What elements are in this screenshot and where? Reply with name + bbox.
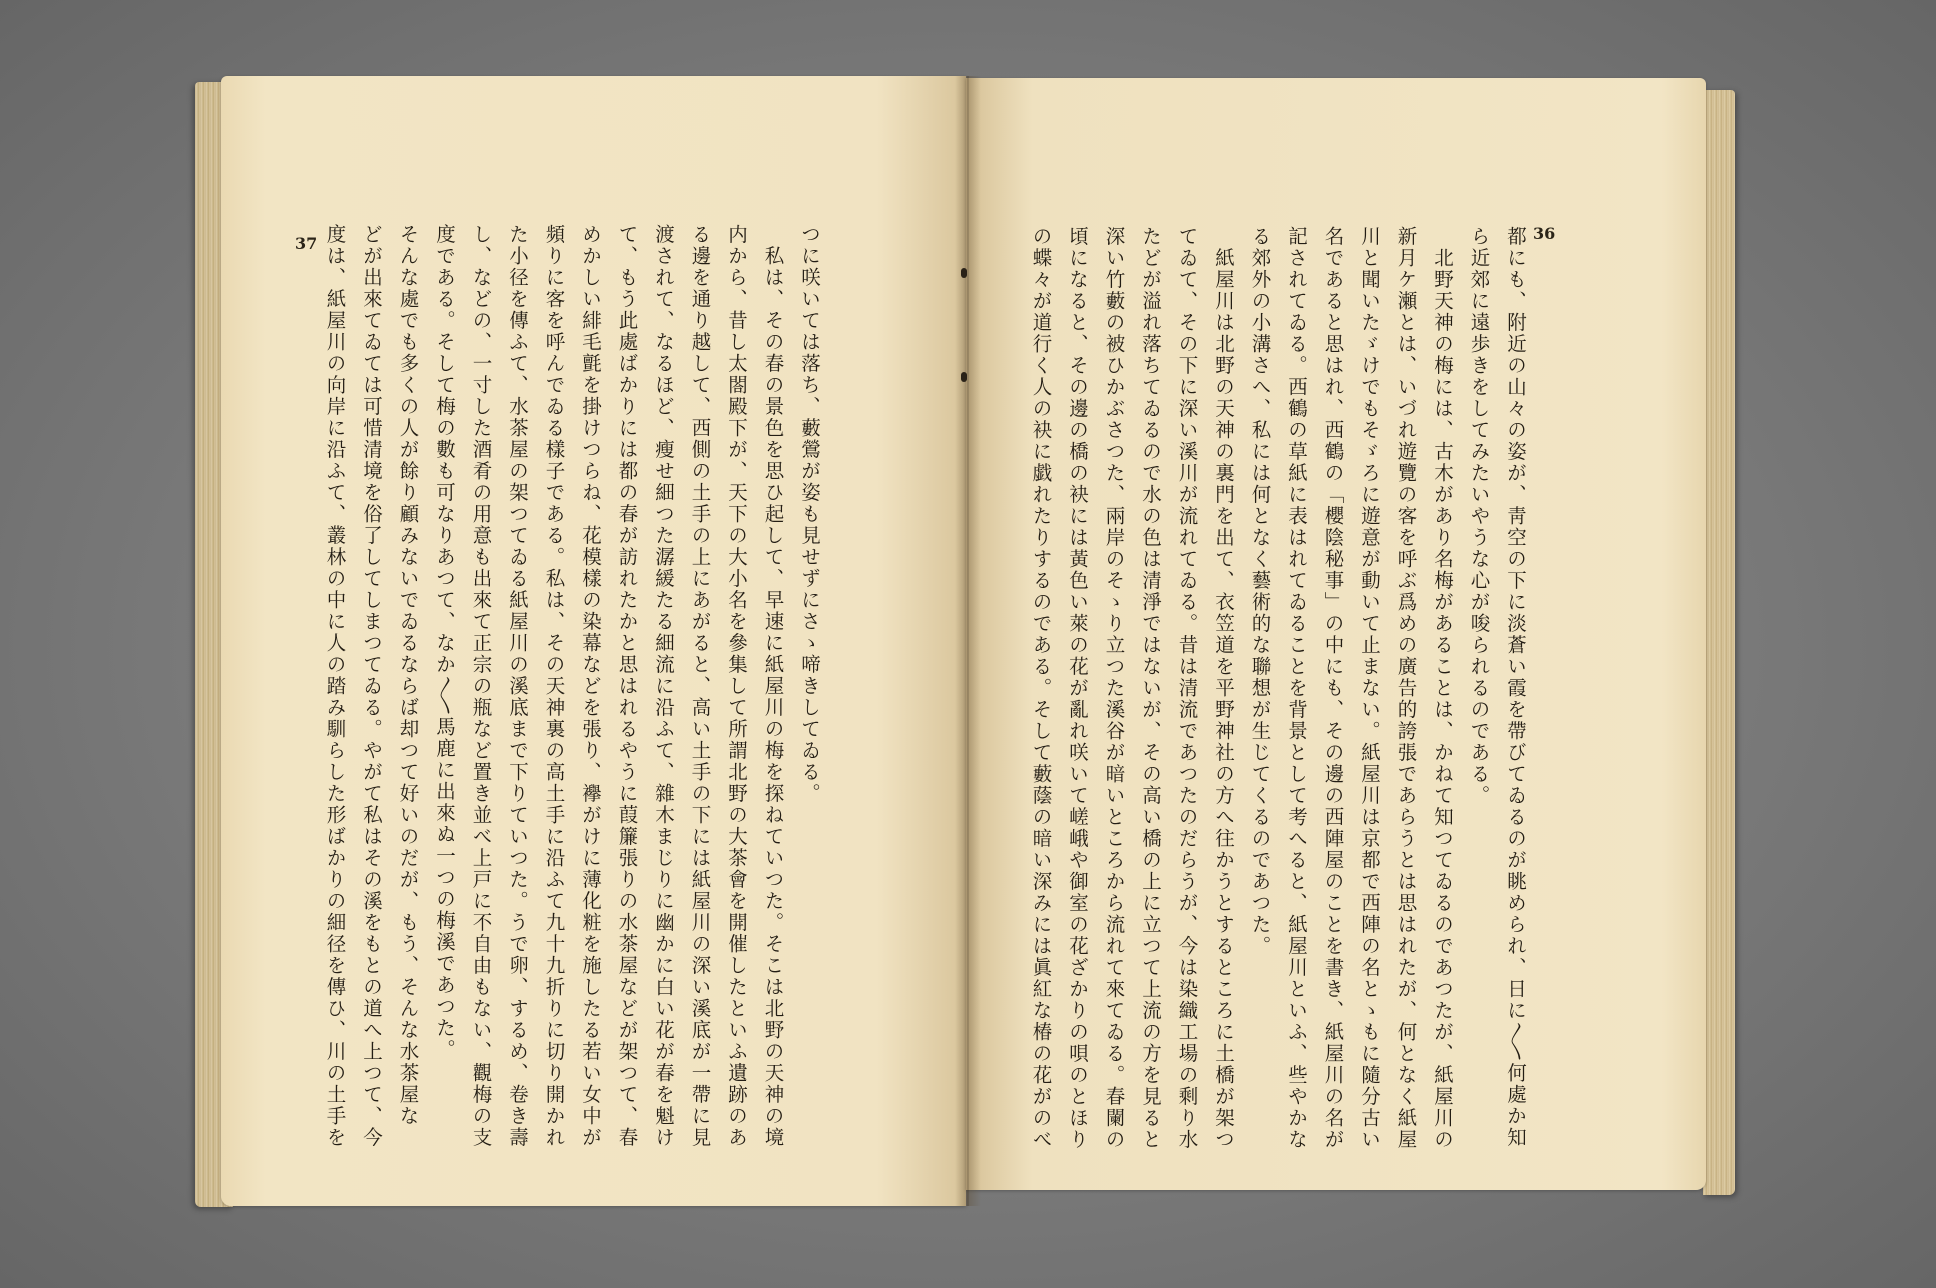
left-page-number: 37 <box>295 234 318 253</box>
left-page <box>221 76 966 1206</box>
book-gutter <box>955 76 981 1206</box>
right-page <box>966 78 1706 1190</box>
open-book <box>195 72 1735 1222</box>
right-page-edges <box>1703 90 1735 1195</box>
binding-hole <box>961 268 967 278</box>
right-page-text: 都にも、附近の山々の姿が、靑空の下に淡蒼い霞を帶びてゐるのが眺められ、日に〳〵何處か知 ら近郊に遠歩きをしてみたいやうな心が唆られるのである。 北野天神の梅には、古木があり名梅があることは、かねて知つてゐるのであつたが、紙屋川の 新月ケ瀬とは、いづれ遊覽の客を呼ぶ爲めの廣告的誇張であらうとは思はれたが、何となく紙屋 川と聞いたゞけでもそゞろに遊意が動いて止まない。紙屋川は京都で西陣の名とゝもに隨分古い 名であると思はれ、西鶴の「櫻陰秘事」の中にも、その邊の西陣屋のことを書き、紙屋川の名が 記されてゐる。西鶴の草紙に表はれてゐることを背景として考へると、紙屋川といふ、些やかな る郊外の小溝さへ、私には何となく藝術的な聯想が生じてくるのであつた。 紙屋川は北野の天神の裏門を出て、衣笠道を平野神社の方へ往かうとするところに土橋が架つ てゐて、その下に深い溪川が流れてゐる。昔は清流であつたのだらうが、今は染織工場の剩り水 たどが溢れ落ちてゐるので水の色は清淨ではないが、その高い橋の上に立つて上流の方を見ると 深い竹藪の被ひかぶさつた、兩岸のそゝり立つた溪谷が暗いところから流れて來てゐる。春闌の 頃になると、その邊の橋の袂には黃色い萊の花が亂れ咲いて嵯峨や御室の花ざかりの唄のとほり の蝶々が道行く人の袂に戯れたりするのである。そして藪蔭の暗い深みには眞紅な椿の花がのべ <box>1029 226 1527 1151</box>
left-page-text: つに咲いては落ち、藪鶯が姿も見せずにさゝ啼きしてゐる。 私は、その春の景色を思ひ起して、早速に紙屋川の梅を探ねていつた。そこは北野の天神の境 内から、昔し太閤殿下が、天下の大小名を參集して所謂北野の大茶會を開催したといふ遺跡のあ る邊を通り越して、西側の土手の上にあがると、高い土手の下には紙屋川の深い溪底が一帶に見 渡されて、なるほど、瘦せ細つた潺緩たる細流に沿ふて、雜木まじりに幽かに白い花が春を魁け て、もう此處ばかりには都の春が訪れたかと思はれるやうに葭簾張りの水茶屋などが架つて、春 めかしい緋毛氈を掛けつらね、花模樣の染幕などを張り、襷がけに薄化粧を施したる若い女中が 頻りに客を呼んでゐる樣子である。私は、その天神裏の高土手に沿ふて九十九折りに切り開かれ た小径を傳ふて、水茶屋の架つてゐる紙屋川の溪底まで下りていつた。うで卵、するめ、卷き壽 し、などの、一寸した酒肴の用意も出來て正宗の瓶など置き並べ上戸に不自由もない、觀梅の支 度である。そして梅の數も可なりあつて、なか〳〵馬鹿に出來ぬ一つの梅溪であつた。 そんな處でも多くの人が餘り顧みないでゐるならば却つて好いのだが、もう、そんな水茶屋な どが出來てゐては可惜清境を俗了してしまつてゐる。やがて私はその溪をもとの道へ上つて、今 度は、紙屋川の向岸に沿ふて、叢林の中に人の踏み馴らした形ばかりの細径を傳ひ、川の土手を <box>323 224 821 1149</box>
right-page-number: 36 <box>1533 224 1556 243</box>
binding-hole <box>961 372 967 382</box>
